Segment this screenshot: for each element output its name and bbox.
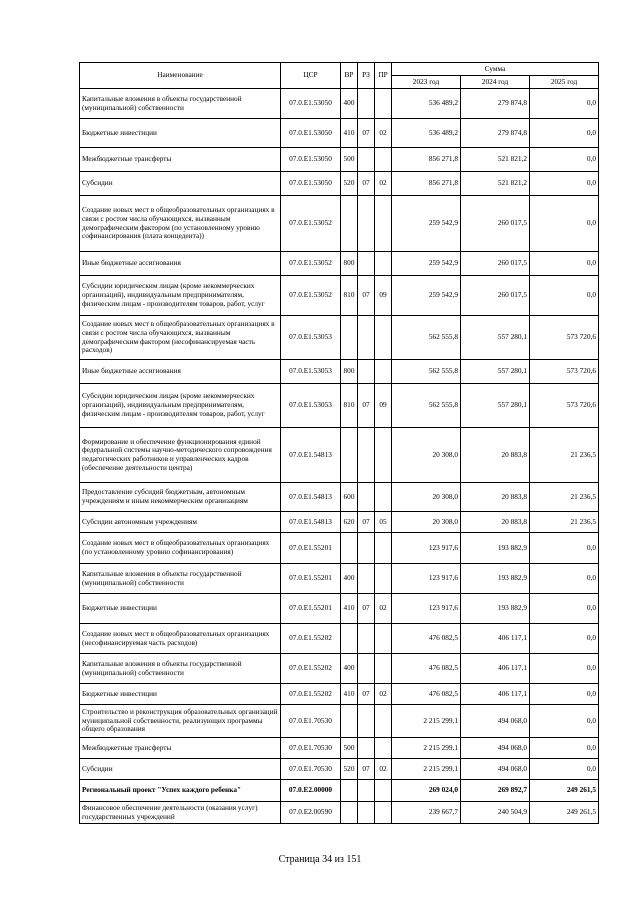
cell-vr: 400	[341, 654, 358, 684]
table-row	[80, 780, 599, 802]
cell-rz: 07	[358, 172, 375, 196]
cell-vr: 620	[341, 512, 358, 533]
cell-2023: 259 542,9	[392, 196, 461, 252]
cell-pr: 02	[375, 684, 392, 705]
cell-name: Предоставление субсидий бюджетным, автономным учреждениям и иным некоммерческим организациям	[80, 483, 281, 512]
cell-csr: 07.0.Е1.70530	[281, 705, 341, 738]
cell-2023: 536 489,2	[392, 89, 461, 119]
cell-2024: 494 068,0	[461, 759, 530, 780]
cell-vr: 410	[341, 684, 358, 705]
cell-vr	[341, 316, 358, 360]
table-row	[80, 119, 599, 148]
cell-pr	[375, 196, 392, 252]
cell-pr: 05	[375, 512, 392, 533]
table-row	[80, 172, 599, 196]
cell-2025: 0,0	[530, 564, 599, 594]
cell-2023: 476 082,5	[392, 684, 461, 705]
cell-name: Финансовое обеспечение деятельности (оказания услуг) государственных учреждений	[80, 802, 281, 824]
cell-vr: 800	[341, 360, 358, 384]
cell-2024: 406 117,1	[461, 654, 530, 684]
cell-csr: 07.0.Е1.54813	[281, 512, 341, 533]
cell-csr: 07.0.Е1.55202	[281, 654, 341, 684]
cell-rz	[358, 316, 375, 360]
cell-rz	[358, 780, 375, 802]
cell-pr: 02	[375, 759, 392, 780]
cell-2024: 260 017,5	[461, 196, 530, 252]
cell-2025: 21 236,5	[530, 483, 599, 512]
cell-2025: 0,0	[530, 533, 599, 564]
cell-pr: 09	[375, 384, 392, 428]
cell-pr	[375, 533, 392, 564]
cell-name: Межбюджетные трансферты	[80, 148, 281, 172]
cell-2025: 0,0	[530, 148, 599, 172]
cell-vr: 600	[341, 483, 358, 512]
cell-name: Капитальные вложения в объекты государственной (муниципальной) собственности	[80, 654, 281, 684]
cell-csr: 07.0.Е1.53052	[281, 276, 341, 316]
cell-2023: 123 917,6	[392, 564, 461, 594]
cell-csr: 07.0.Е1.55202	[281, 624, 341, 654]
col-header-2025: 2025 год	[530, 76, 599, 89]
cell-pr	[375, 89, 392, 119]
cell-rz	[358, 148, 375, 172]
cell-2025: 573 720,6	[530, 316, 599, 360]
cell-rz	[358, 360, 375, 384]
cell-csr: 07.0.Е1.53053	[281, 360, 341, 384]
table-row	[80, 89, 599, 119]
table-row	[80, 705, 599, 738]
cell-rz: 07	[358, 759, 375, 780]
table-row	[80, 428, 599, 483]
cell-name: Капитальные вложения в объекты государственной (муниципальной) собственности	[80, 564, 281, 594]
table-row	[80, 196, 599, 252]
table-header	[80, 63, 599, 89]
cell-pr	[375, 252, 392, 276]
col-header-name: Наименование	[80, 63, 281, 89]
cell-2024: 521 821,2	[461, 148, 530, 172]
cell-2023: 476 082,5	[392, 654, 461, 684]
cell-name: Строительство и реконструкция образовательных организаций муниципальной собственности, реализующих программы общего образования	[80, 705, 281, 738]
cell-2023: 20 308,0	[392, 512, 461, 533]
cell-2025: 0,0	[530, 119, 599, 148]
cell-name: Субсидии	[80, 759, 281, 780]
page-number: Страница 34 из 151	[278, 854, 362, 865]
cell-rz: 07	[358, 684, 375, 705]
cell-rz: 07	[358, 594, 375, 624]
cell-vr: 410	[341, 119, 358, 148]
cell-pr	[375, 148, 392, 172]
cell-vr: 520	[341, 759, 358, 780]
cell-2024: 494 068,0	[461, 705, 530, 738]
cell-2024: 260 017,5	[461, 276, 530, 316]
cell-name: Субсидии юридическим лицам (кроме некоммерческих организаций), индивидуальным предпринимателям, физическим лицам - производителям товаров, работ, услуг	[80, 276, 281, 316]
cell-name: Региональный проект "Успех каждого ребенка"	[80, 780, 281, 802]
cell-2024: 260 017,5	[461, 252, 530, 276]
cell-csr: 07.0.Е1.53050	[281, 119, 341, 148]
cell-name: Иные бюджетные ассигнования	[80, 360, 281, 384]
col-header-2023: 2023 год	[392, 76, 461, 89]
cell-pr	[375, 624, 392, 654]
cell-vr	[341, 802, 358, 824]
cell-2024: 557 280,1	[461, 316, 530, 360]
cell-2023: 856 271,8	[392, 172, 461, 196]
cell-2024: 557 280,1	[461, 384, 530, 428]
cell-name: Бюджетные инвестиции	[80, 684, 281, 705]
cell-2024: 20 883,8	[461, 512, 530, 533]
table-row	[80, 316, 599, 360]
cell-2023: 2 215 299,1	[392, 759, 461, 780]
cell-name: Субсидии автономным учреждениям	[80, 512, 281, 533]
cell-vr	[341, 428, 358, 483]
cell-name: Формирование и обеспечение функционирования единой федеральной системы научно-методического сопровождения педагогических работников и управленческих кадров (обеспечение деятельности центра)	[80, 428, 281, 483]
cell-csr: 07.0.Е1.53050	[281, 89, 341, 119]
cell-2025: 0,0	[530, 684, 599, 705]
cell-pr	[375, 705, 392, 738]
cell-2023: 20 308,0	[392, 483, 461, 512]
cell-rz	[358, 252, 375, 276]
cell-2024: 406 117,1	[461, 624, 530, 654]
table-body	[80, 89, 599, 824]
cell-name: Бюджетные инвестиции	[80, 119, 281, 148]
cell-csr: 07.0.Е1.55201	[281, 594, 341, 624]
cell-2023: 562 555,8	[392, 360, 461, 384]
cell-pr	[375, 738, 392, 759]
table-row	[80, 802, 599, 824]
cell-2024: 269 892,7	[461, 780, 530, 802]
cell-2024: 20 883,8	[461, 428, 530, 483]
cell-rz	[358, 483, 375, 512]
cell-rz	[358, 196, 375, 252]
cell-csr: 07.0.Е1.53050	[281, 172, 341, 196]
cell-csr: 07.0.Е1.53050	[281, 148, 341, 172]
cell-2024: 193 882,9	[461, 594, 530, 624]
table-row	[80, 654, 599, 684]
cell-2025: 0,0	[530, 705, 599, 738]
col-header-pr: ПР	[375, 63, 392, 89]
cell-2023: 536 489,2	[392, 119, 461, 148]
cell-csr: 07.0.Е1.53053	[281, 384, 341, 428]
cell-vr: 810	[341, 384, 358, 428]
cell-name: Иные бюджетные ассигнования	[80, 252, 281, 276]
cell-2025: 249 261,5	[530, 802, 599, 824]
cell-2023: 2 215 299,1	[392, 738, 461, 759]
cell-2023: 20 308,0	[392, 428, 461, 483]
cell-pr	[375, 483, 392, 512]
cell-rz: 07	[358, 512, 375, 533]
cell-pr	[375, 780, 392, 802]
cell-name: Бюджетные инвестиции	[80, 594, 281, 624]
col-header-sum: Сумма	[392, 63, 599, 76]
cell-2025: 0,0	[530, 759, 599, 780]
table-row	[80, 624, 599, 654]
cell-2025: 0,0	[530, 196, 599, 252]
cell-rz	[358, 564, 375, 594]
cell-rz	[358, 624, 375, 654]
cell-2025: 0,0	[530, 172, 599, 196]
table-row	[80, 148, 599, 172]
cell-2025: 0,0	[530, 738, 599, 759]
cell-vr	[341, 705, 358, 738]
cell-2023: 123 917,6	[392, 533, 461, 564]
cell-2024: 521 821,2	[461, 172, 530, 196]
col-header-csr: ЦСР	[281, 63, 341, 89]
cell-rz	[358, 802, 375, 824]
cell-pr	[375, 654, 392, 684]
cell-2023: 123 917,6	[392, 594, 461, 624]
cell-pr: 02	[375, 594, 392, 624]
cell-csr: 07.0.Е1.53052	[281, 252, 341, 276]
cell-csr: 07.0.Е1.70530	[281, 738, 341, 759]
cell-2023: 269 024,0	[392, 780, 461, 802]
cell-vr: 810	[341, 276, 358, 316]
cell-vr: 500	[341, 738, 358, 759]
cell-rz	[358, 705, 375, 738]
cell-vr: 410	[341, 594, 358, 624]
cell-rz: 07	[358, 119, 375, 148]
cell-vr	[341, 533, 358, 564]
cell-pr	[375, 316, 392, 360]
cell-csr: 07.0.Е1.70530	[281, 759, 341, 780]
cell-2025: 21 236,5	[530, 428, 599, 483]
cell-vr	[341, 780, 358, 802]
table-row	[80, 252, 599, 276]
cell-2024: 406 117,1	[461, 684, 530, 705]
cell-csr: 07.0.Е2.00590	[281, 802, 341, 824]
cell-vr: 520	[341, 172, 358, 196]
col-header-2024: 2024 год	[461, 76, 530, 89]
cell-rz	[358, 89, 375, 119]
cell-name: Создание новых мест в общеобразовательных организациях (по установленному уровню софинансирования)	[80, 533, 281, 564]
cell-pr	[375, 360, 392, 384]
cell-vr: 500	[341, 148, 358, 172]
cell-2023: 259 542,9	[392, 276, 461, 316]
cell-2025: 0,0	[530, 624, 599, 654]
cell-csr: 07.0.Е1.54813	[281, 428, 341, 483]
cell-rz: 07	[358, 276, 375, 316]
table-row	[80, 738, 599, 759]
cell-vr	[341, 196, 358, 252]
cell-2024: 279 874,8	[461, 119, 530, 148]
cell-2023: 856 271,8	[392, 148, 461, 172]
cell-2023: 562 555,8	[392, 316, 461, 360]
table-row	[80, 564, 599, 594]
cell-vr: 400	[341, 89, 358, 119]
cell-name: Субсидии	[80, 172, 281, 196]
cell-vr: 800	[341, 252, 358, 276]
col-header-vr: ВР	[341, 63, 358, 89]
cell-2024: 279 874,8	[461, 89, 530, 119]
table-row	[80, 276, 599, 316]
cell-csr: 07.0.Е1.55201	[281, 533, 341, 564]
cell-name: Создание новых мест в общеобразовательных организациях в связи с ростом числа обучающихся, вызванным демографическим фактором (несофинансируемая часть расходов)	[80, 316, 281, 360]
cell-csr: 07.0.Е1.55202	[281, 684, 341, 705]
cell-2023: 2 215 299,1	[392, 705, 461, 738]
cell-pr	[375, 802, 392, 824]
cell-2023: 259 542,9	[392, 252, 461, 276]
cell-2024: 557 280,1	[461, 360, 530, 384]
cell-2023: 476 082,5	[392, 624, 461, 654]
cell-2025: 0,0	[530, 654, 599, 684]
cell-2025: 0,0	[530, 594, 599, 624]
cell-2024: 494 068,0	[461, 738, 530, 759]
cell-rz	[358, 533, 375, 564]
cell-name: Создание новых мест в общеобразовательных организациях (несофинансируемая часть расходов)	[80, 624, 281, 654]
cell-2025: 0,0	[530, 276, 599, 316]
table-row	[80, 360, 599, 384]
cell-csr: 07.0.Е1.55201	[281, 564, 341, 594]
table-row	[80, 512, 599, 533]
cell-pr: 09	[375, 276, 392, 316]
cell-pr	[375, 564, 392, 594]
cell-name: Создание новых мест в общеобразовательных организациях в связи с ростом числа обучающихся, вызванным демографическим фактором (по установленному уровню софинансирования (плата концедента))	[80, 196, 281, 252]
cell-pr: 02	[375, 172, 392, 196]
budget-table	[79, 62, 599, 824]
cell-rz	[358, 428, 375, 483]
cell-pr: 02	[375, 119, 392, 148]
cell-csr: 07.0.Е1.53052	[281, 196, 341, 252]
cell-csr: 07.0.Е1.54813	[281, 483, 341, 512]
cell-rz	[358, 654, 375, 684]
cell-2024: 193 882,9	[461, 533, 530, 564]
cell-2024: 193 882,9	[461, 564, 530, 594]
table-row	[80, 384, 599, 428]
cell-rz	[358, 738, 375, 759]
cell-2023: 562 555,8	[392, 384, 461, 428]
cell-2025: 573 720,6	[530, 360, 599, 384]
cell-name: Межбюджетные трансферты	[80, 738, 281, 759]
table-row	[80, 483, 599, 512]
cell-name: Капитальные вложения в объекты государственной (муниципальной) собственности	[80, 89, 281, 119]
cell-2025: 573 720,6	[530, 384, 599, 428]
table-row	[80, 684, 599, 705]
cell-vr	[341, 624, 358, 654]
col-header-rz: РЗ	[358, 63, 375, 89]
table-row	[80, 759, 599, 780]
cell-pr	[375, 428, 392, 483]
cell-csr: 07.0.Е2.00000	[281, 780, 341, 802]
cell-2025: 249 261,5	[530, 780, 599, 802]
cell-2025: 21 236,5	[530, 512, 599, 533]
cell-name: Субсидии юридическим лицам (кроме некоммерческих организаций), индивидуальным предпринимателям, физическим лицам - производителям товаров, работ, услуг	[80, 384, 281, 428]
cell-2025: 0,0	[530, 89, 599, 119]
table-row	[80, 594, 599, 624]
cell-2025: 0,0	[530, 252, 599, 276]
cell-2024: 20 883,8	[461, 483, 530, 512]
cell-2023: 239 667,7	[392, 802, 461, 824]
cell-csr: 07.0.Е1.53053	[281, 316, 341, 360]
cell-vr: 400	[341, 564, 358, 594]
cell-rz: 07	[358, 384, 375, 428]
table-row	[80, 533, 599, 564]
cell-2024: 240 504,9	[461, 802, 530, 824]
